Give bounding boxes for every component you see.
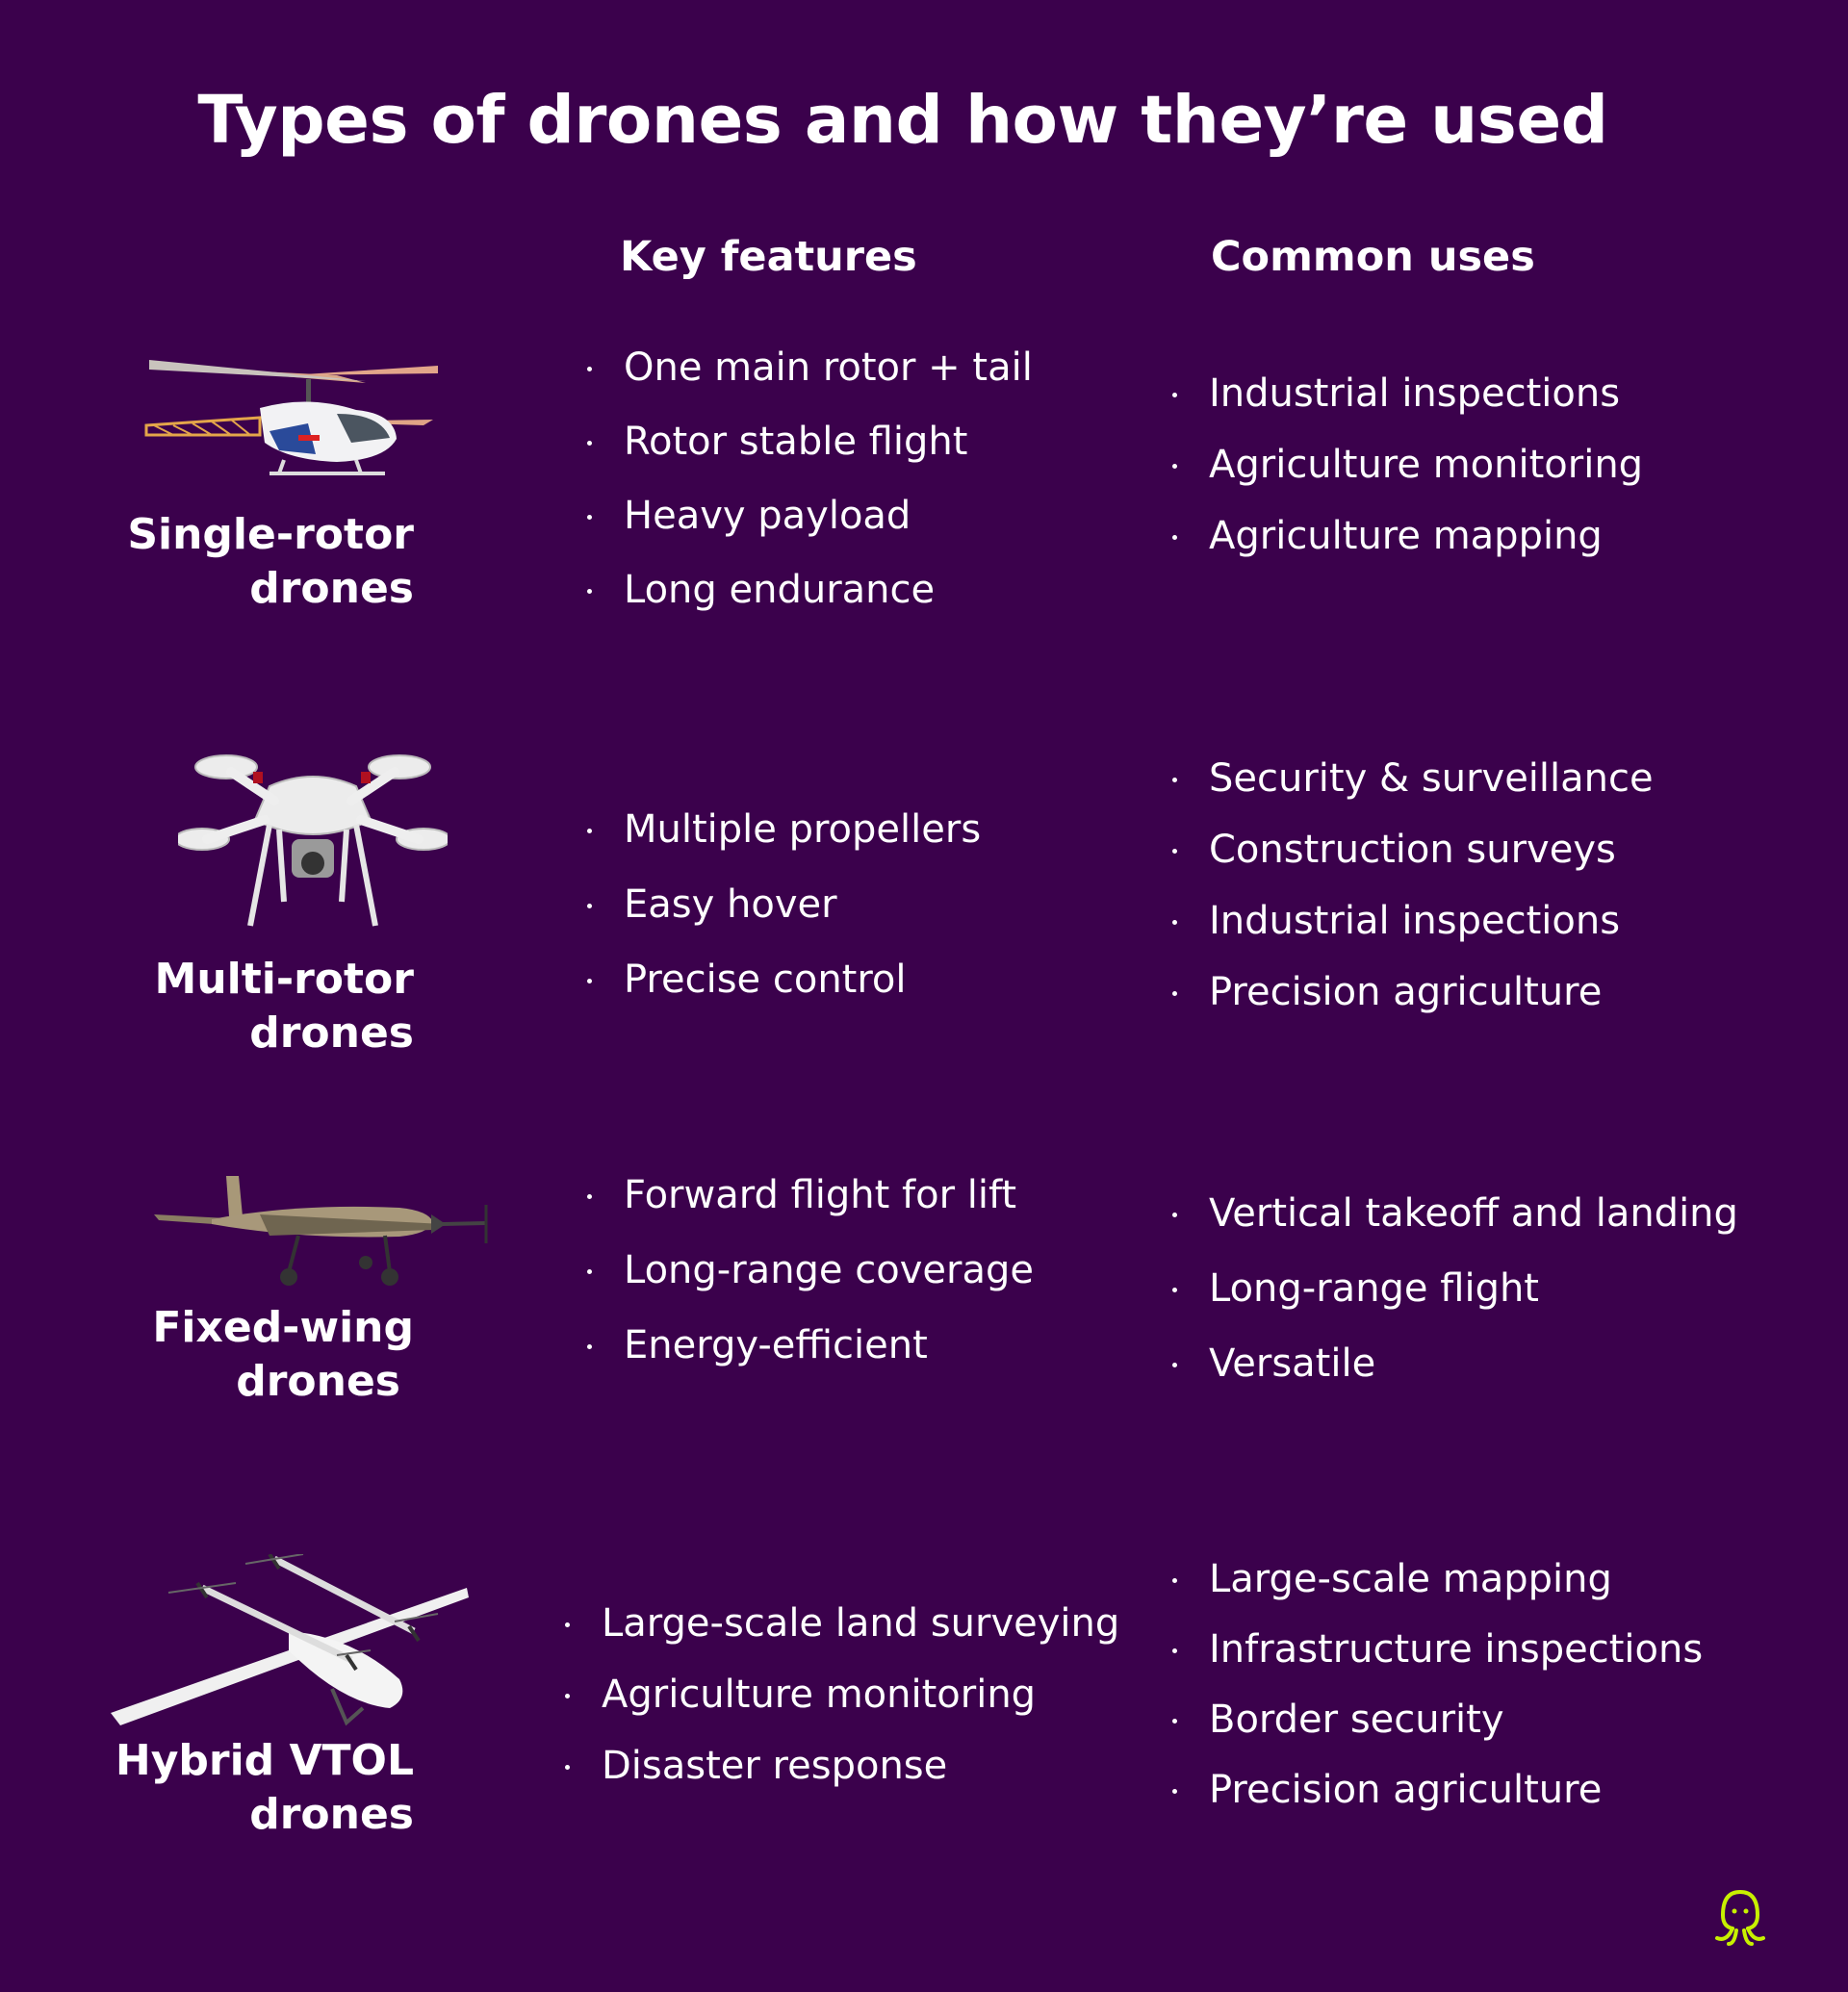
drone-name-fixed-wing: Fixed-wing drones xyxy=(152,1303,414,1406)
feature-list-multi-rotor xyxy=(587,807,982,1002)
feature-list-fixed-wing xyxy=(587,1173,1034,1367)
list-item: Heavy payload xyxy=(587,497,1033,535)
list-item: Disaster response xyxy=(565,1747,1119,1785)
feature-list-single-rotor xyxy=(587,345,1033,612)
list-item: Long endurance xyxy=(587,571,1033,609)
list-item: Security & surveillance xyxy=(1172,759,1654,798)
list-item: Energy-efficient xyxy=(587,1326,1034,1365)
list-item: Infrastructure inspections xyxy=(1172,1630,1703,1669)
list-item: Easy hover xyxy=(587,885,981,924)
list-item: Agriculture monitoring xyxy=(565,1675,1119,1714)
list-item: Precision agriculture xyxy=(1172,1771,1703,1809)
single-rotor-helicopter-drone-icon xyxy=(144,346,443,491)
drone-name-single-rotor: Single-rotor drones xyxy=(127,510,414,613)
drone-name-hybrid-vtol: Hybrid VTOL drones xyxy=(115,1736,414,1839)
list-item: Large-scale land surveying xyxy=(565,1604,1119,1643)
list-item: Large-scale mapping xyxy=(1172,1560,1703,1598)
list-item: One main rotor + tail xyxy=(587,348,1033,387)
uses-list-multi-rotor xyxy=(1172,756,1654,1014)
list-item: Agriculture mapping xyxy=(1172,517,1643,555)
uses-list-hybrid-vtol xyxy=(1172,1557,1704,1812)
list-item: Multiple propellers xyxy=(587,810,981,849)
list-item: Industrial inspections xyxy=(1172,374,1643,413)
list-item: Construction surveys xyxy=(1172,830,1654,869)
column-header-key-features: Key features xyxy=(620,233,917,281)
uses-list-single-rotor xyxy=(1172,371,1644,558)
fixed-wing-drone-icon xyxy=(154,1176,500,1306)
list-item: Agriculture monitoring xyxy=(1172,446,1643,484)
uses-list-fixed-wing xyxy=(1172,1191,1738,1386)
list-item: Precision agriculture xyxy=(1172,973,1654,1011)
list-item: Industrial inspections xyxy=(1172,902,1654,940)
hybrid-vtol-drone-icon xyxy=(111,1554,476,1737)
list-item: Border security xyxy=(1172,1700,1703,1739)
octopus-logo-icon xyxy=(1709,1886,1771,1948)
page-title: Types of drones and how they’re used xyxy=(197,82,1608,159)
list-item: Vertical takeoff and landing xyxy=(1172,1194,1738,1233)
list-item: Rotor stable flight xyxy=(587,422,1033,461)
list-item: Long-range coverage xyxy=(587,1251,1034,1290)
column-header-common-uses: Common uses xyxy=(1211,233,1535,281)
list-item: Long-range flight xyxy=(1172,1269,1738,1308)
list-item: Versatile xyxy=(1172,1344,1738,1383)
feature-list-hybrid-vtol xyxy=(565,1601,1120,1788)
drone-name-multi-rotor: Multi-rotor drones xyxy=(154,955,414,1058)
quadcopter-drone-icon xyxy=(178,733,448,945)
list-item: Forward flight for lift xyxy=(587,1176,1034,1214)
list-item: Precise control xyxy=(587,960,981,999)
